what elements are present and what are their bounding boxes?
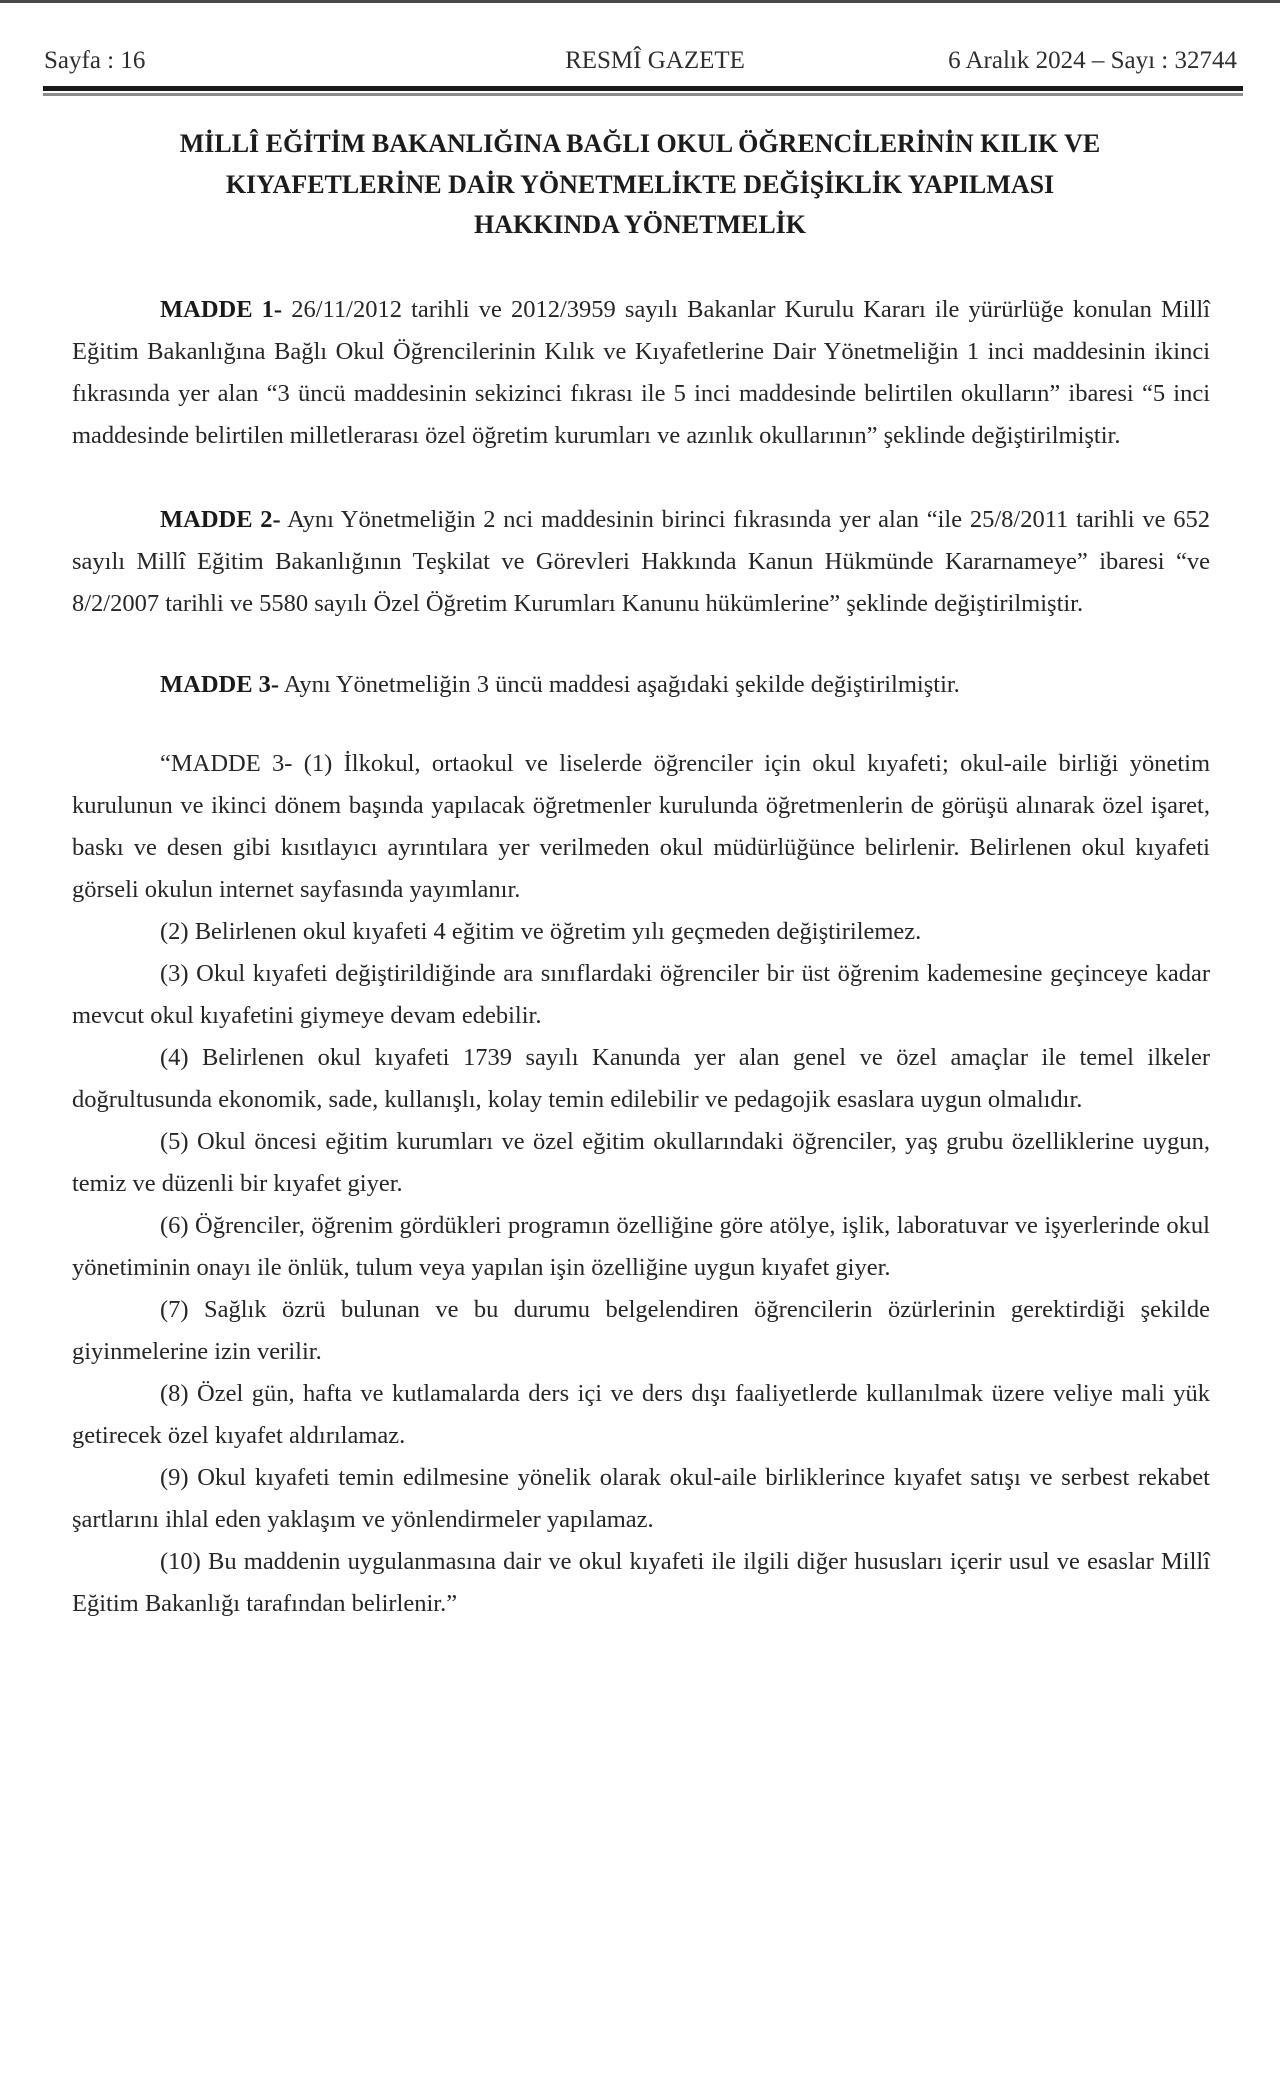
amended-paragraph-2: (2) Belirlenen okul kıyafeti 4 eğitim ve öğretim yılı geçmeden değiştirilemez.: [160, 918, 922, 945]
regulation-title: [100, 124, 1180, 246]
article-1: [72, 289, 1210, 457]
amended-paragraph-7: (7) Sağlık özrü bulunan ve bu durumu belgelendiren öğrencilerin özürlerinin gerektirdiği şekilde giyinmelerine izin verilir.: [72, 1296, 1210, 1365]
article-2: [72, 499, 1210, 625]
title-line-2: KIYAFETLERİNE DAİR YÖNETMELİKTE DEĞİŞİKLİK YAPILMASI: [225, 169, 1055, 199]
amended-paragraph-10: (10) Bu maddenin uygulanmasına dair ve okul kıyafeti ile ilgili diğer hususları içerir usul ve esaslar Millî Eğitim Bakanlığı tarafından belirlenir.”: [72, 1548, 1210, 1617]
header-rule-thin: [43, 93, 1243, 96]
amended-paragraph-3: (3) Okul kıyafeti değiştirildiğinde ara sınıflardaki öğrenciler bir üst öğrenim kademesine geçinceye kadar mevcut okul kıyafetini giymeye devam edebilir.: [72, 960, 1210, 1029]
amended-paragraph-1: “MADDE 3- (1) İlkokul, ortaokul ve liselerde öğrenciler için okul kıyafeti; okul-aile birliği yönetim kurulunun ve ikinci dönem başında yapılacak öğretmenler kurulunda öğretmenlerin de görüşü alınarak özel işaret, baskı ve desen gibi kısıtlayıcı ayrıntılara yer verilmeden okul müdürlüğünce belirlenir. Belirlenen okul kıyafeti görseli okulun internet sayfasında yayımlanır.: [72, 750, 1210, 903]
article-3-text: Aynı Yönetmeliğin 3 üncü maddesi aşağıdaki şekilde değiştirilmiştir.: [283, 671, 960, 698]
article-3-label: MADDE 3-: [160, 671, 280, 698]
article-2-text: Aynı Yönetmeliğin 2 nci maddesinin birinci fıkrasında yer alan “ile 25/8/2011 tarihli ve 652 sayılı Millî Eğitim Bakanlığının Teşkilat ve Görevleri Hakkında Kanun Hükmünde Kararnameye” ibaresi “ve 8/2/2007 tarihli ve 5580 sayılı Özel Öğretim Kurumları Kanunu hükümlerine” şeklinde değiştirilmiştir.: [72, 506, 1210, 617]
amended-paragraph-4: (4) Belirlenen okul kıyafeti 1739 sayılı Kanunda yer alan genel ve özel amaçlar ile temel ilkeler doğrultusunda ekonomik, sade, kullanışlı, kolay temin edilebilir ve pedagojik esaslara uygun olmalıdır.: [72, 1044, 1210, 1113]
title-line-3: HAKKINDA YÖNETMELİK: [473, 210, 807, 239]
header-rule-thick: [43, 86, 1243, 91]
article-1-label: MADDE 1-: [160, 296, 283, 323]
document-body: [72, 289, 1210, 1625]
article-3: [72, 664, 1210, 706]
publication-name-text: RESMÎ GAZETE: [565, 47, 745, 74]
amended-paragraph-8: (8) Özel gün, hafta ve kutlamalarda ders içi ve ders dışı faaliyetlerde kullanılmak üzere veliye mali yük getirecek özel kıyafet aldırılamaz.: [72, 1380, 1210, 1449]
article-1-text: 26/11/2012 tarihli ve 2012/3959 sayılı Bakanlar Kurulu Kararı ile yürürlüğe konulan Millî Eğitim Bakanlığına Bağlı Okul Öğrencilerinin Kılık ve Kıyafetlerine Dair Yönetmeliğin 1 inci maddesinin ikinci fıkrasında yer alan “3 üncü maddesinin sekizinci fıkrası ile 5 inci maddesinde belirtilen okulların” ibaresi “5 inci maddesinde belirtilen milletlerarası özel öğretim kurumları ve azınlık okullarının” şeklinde değiştirilmiştir.: [72, 296, 1210, 449]
amended-article: [72, 743, 1210, 1625]
amended-paragraph-6: (6) Öğrenciler, öğrenim gördükleri programın özelliğine göre atölye, işlik, laboratuvar ve işyerlerinde okul yönetiminin onayı ile önlük, tulum veya yapılan işin özelliğine uygun kıyafet giyer.: [72, 1212, 1210, 1281]
top-edge-bar: [0, 0, 1280, 3]
page-number: Sayfa : 16: [44, 47, 146, 74]
article-2-label: MADDE 2-: [160, 506, 281, 533]
amended-paragraph-9: (9) Okul kıyafeti temin edilmesine yönelik olarak okul-aile birliklerince kıyafet satışı ve serbest rekabet şartlarını ihlal eden yaklaşım ve yönlendirmeler yapılamaz.: [72, 1464, 1210, 1533]
amended-paragraph-5: (5) Okul öncesi eğitim kurumları ve özel eğitim okullarındaki öğrenciler, yaş grubu özelliklerine uygun, temiz ve düzenli bir kıyafet giyer.: [72, 1128, 1210, 1197]
date-issue: 6 Aralık 2024 – Sayı : 32744: [948, 47, 1237, 74]
title-line-1: MİLLÎ EĞİTİM BAKANLIĞINA BAĞLI OKUL ÖĞRENCİLERİNİN KILIK VE: [179, 129, 1101, 158]
